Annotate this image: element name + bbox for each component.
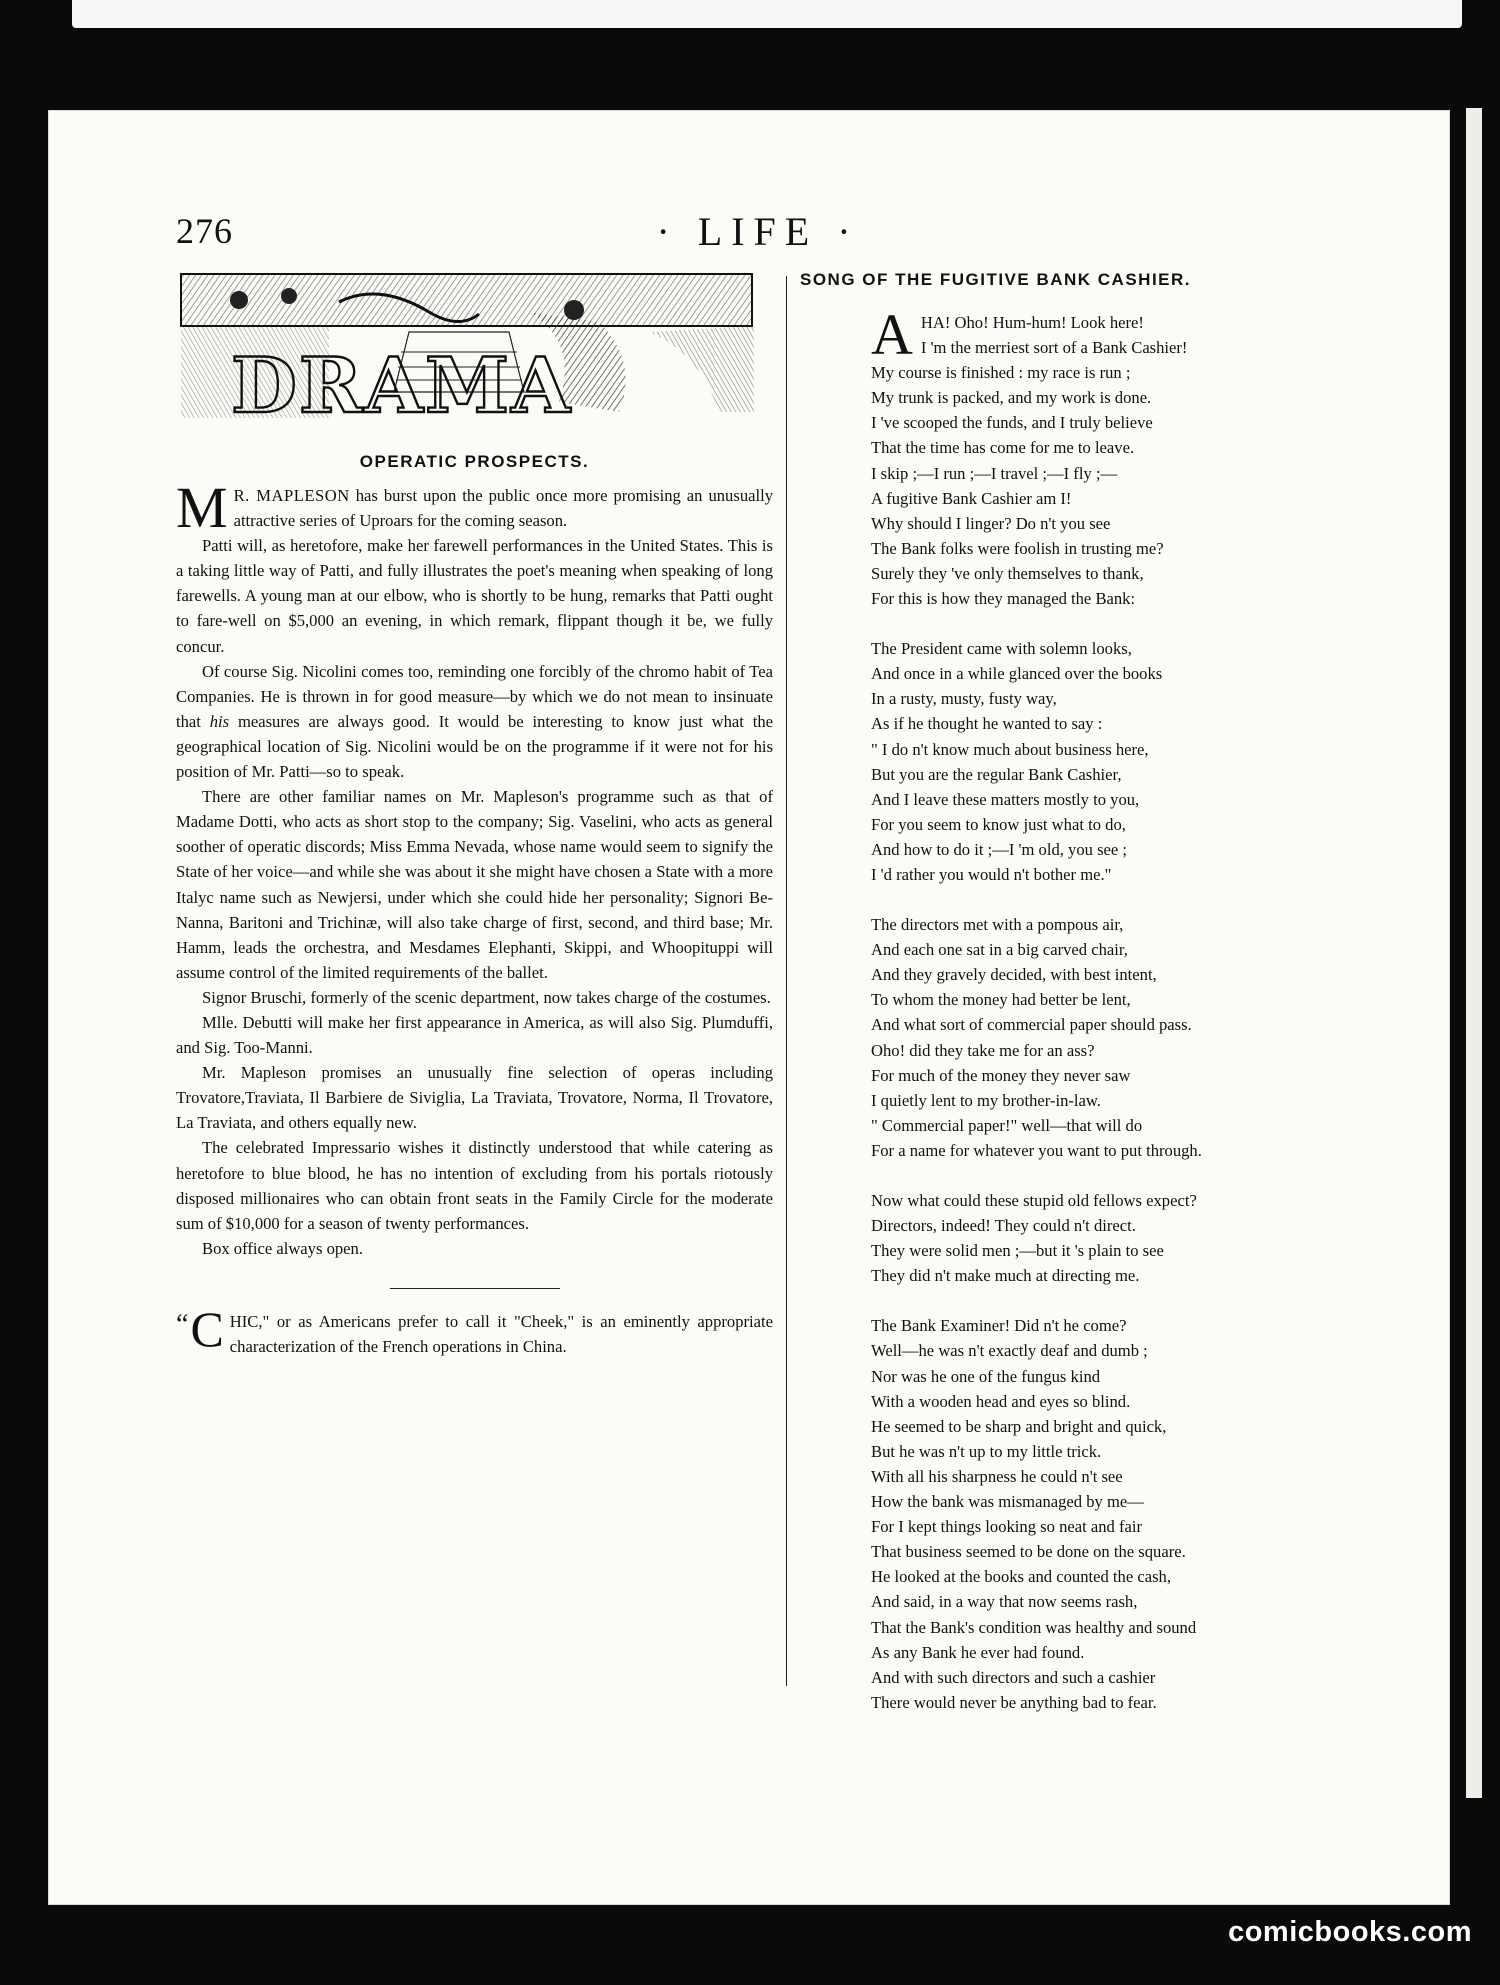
poem-line: And said, in a way that now seems rash, xyxy=(871,1592,1138,1612)
poem-line: But he was n't up to my little trick. xyxy=(871,1441,1102,1461)
poem-line: Now what could these stupid old fellows expect? xyxy=(871,1191,1197,1210)
article-paragraph: There are other familiar names on Mr. Mapleson's programme such as that of Madame Dotti, who acts as short stop to the company; Sig. Vaselini, who acts as general soother of operatic discords; Miss Emma Nevada, whose name would seem to signify the State of her voice—and while she was about it she might have chosen a State with a more Italyc name such as Newjersi, under which she could hide her personality; Signori Be-Nanna, Baritoni and Trichinæ, will also take charge of first, second, and third base; Mr. Hamm, leads the orchestra, and Mesdames Elephanti, Skippi, and Whoopituppi will assume control of the limited requirements of the ballet. xyxy=(176,787,773,982)
emphasis-text: his xyxy=(209,711,230,731)
poem-line: Directors, indeed! They could n't direct. xyxy=(871,1216,1136,1236)
left-column xyxy=(176,272,773,1359)
article-paragraph xyxy=(176,659,773,784)
poem-line: As any Bank he ever had found. xyxy=(871,1642,1085,1662)
poem-line: For a name for whatever you want to put through. xyxy=(871,1140,1202,1160)
article-paragraph: Patti will, as heretofore, make her farewell performances in the United States. This is a taking little way of Patti, and fully illustrates the poet's meaning when speaking of long farewells. A young man at our elbow, who is shortly to be hung, remarks that Patti ought to fare-well on $5,000 an evening, in which remark, flippant though it be, we fully concur. xyxy=(176,536,773,656)
poem-line: For this is how they managed the Bank: xyxy=(871,589,1136,609)
poem-line: The President came with solemn looks, xyxy=(871,639,1132,659)
magazine-page xyxy=(48,110,1450,1905)
poem-line: I quietly lent to my brother-in-law. xyxy=(871,1090,1101,1110)
poem xyxy=(871,302,1386,1715)
poem-line: I 'm the merriest sort of a Bank Cashier! xyxy=(920,338,1188,358)
poem-line: As if he thought he wanted to say : xyxy=(871,714,1103,734)
poem-line: Well—he was n't exactly deaf and dumb ; xyxy=(871,1341,1148,1361)
right-column xyxy=(766,270,1386,1740)
poem-line: They were solid men ;—but it 's plain to see xyxy=(871,1241,1164,1261)
watermark: comicbooks.com xyxy=(1228,1916,1472,1948)
poem-line: Surely they 've only themselves to thank, xyxy=(871,563,1144,583)
poem-line: And they gravely decided, with best intent, xyxy=(871,965,1157,985)
stanza-4 xyxy=(871,1188,1386,1288)
lead-smallcaps: R. MAPLESON xyxy=(233,486,350,505)
poem-line: The Bank Examiner! Did n't he come? xyxy=(871,1316,1127,1336)
masthead-title: · LIFE · xyxy=(656,209,860,254)
poem-line: In a rusty, musty, fusty way, xyxy=(871,689,1057,709)
poem-line: How the bank was mismanaged by me— xyxy=(871,1492,1144,1512)
paragraph-text: measures are always good. It would be interesting to know just what the geographical location of Sig. Nicolini would be on the programme if it were not for his position of Mr. Patti—so to speak. xyxy=(176,711,774,782)
poem-line: With all his sharpness he could n't see xyxy=(871,1466,1123,1486)
poem-line: That the time has come for me to leave. xyxy=(871,438,1135,458)
poem-line: For you seem to know just what to do, xyxy=(871,814,1126,834)
operatic-prospects-heading: OPERATIC PROSPECTS. xyxy=(359,452,590,471)
paragraph-text: Of course Sig. Nicolini comes too, reminding one forcibly of the chromo habit of Tea Companies. He is thrown in for good measure—by which we do not mean to insinuate that xyxy=(176,661,773,731)
drama-banner-illustration xyxy=(179,272,754,422)
poem-line: Why should I linger? Do n't you see xyxy=(871,513,1111,533)
poem-line: But you are the regular Bank Cashier, xyxy=(871,764,1122,784)
drop-cap: A xyxy=(871,302,913,367)
poem-line: For much of the money they never saw xyxy=(871,1065,1131,1085)
article-paragraph: Mr. Mapleson promises an unusually fine selection of operas including Trovatore,Traviata, Il Barbiere de Siviglia, La Traviata, Trovatore, Norma, Il Trovatore, La Traviata, and others equally new. xyxy=(176,1063,773,1133)
article-paragraph: Signor Bruschi, formerly of the scenic department, now takes charge of the costumes. xyxy=(202,987,771,1007)
drama-engraving xyxy=(179,272,754,422)
poem-line: A fugitive Bank Cashier am I! xyxy=(871,488,1072,508)
stanza-1 xyxy=(871,302,1386,611)
lead-text: has burst upon the public once more promising an unusually attractive series of Uproars for the coming season. xyxy=(233,486,773,531)
previous-page-edge xyxy=(72,0,1462,28)
stanza-5 xyxy=(871,1313,1386,1715)
poem-line: And how to do it ;—I 'm old, you see ; xyxy=(871,839,1128,859)
operatic-prospects-article xyxy=(176,475,774,1261)
poem-line: With a wooden head and eyes so blind. xyxy=(871,1391,1131,1411)
poem-line: He seemed to be sharp and bright and quick, xyxy=(871,1416,1167,1436)
section-divider xyxy=(390,1288,560,1289)
poem-line: For I kept things looking so neat and fair xyxy=(871,1517,1142,1537)
poem-line: I 'd rather you would n't bother me." xyxy=(871,864,1112,884)
page-number: 276 xyxy=(176,211,233,251)
poem-line: That business seemed to be done on the square. xyxy=(871,1542,1186,1562)
poem-line: They did n't make much at directing me. xyxy=(871,1266,1140,1286)
stanza-lines xyxy=(871,335,1386,611)
poem-line: I skip ;—I run ;—I travel ;—I fly ;— xyxy=(871,463,1118,483)
poem-line: " I do n't know much about business here, xyxy=(871,739,1149,759)
poem-line: " Commercial paper!" well—that will do xyxy=(871,1115,1143,1135)
chic-paragraph xyxy=(176,1300,773,1359)
article-paragraph: Box office always open. xyxy=(202,1238,363,1258)
stanza-lines xyxy=(871,1188,1386,1288)
poem-line: There would never be anything bad to fear. xyxy=(871,1692,1157,1712)
banner-title: DRAMA xyxy=(231,341,573,422)
article-paragraph xyxy=(176,475,773,540)
poem-line: I 've scooped the funds, and I truly believe xyxy=(871,413,1153,433)
poem-line: Nor was he one of the fungus kind xyxy=(871,1366,1101,1386)
drop-cap: M xyxy=(176,475,228,540)
poem-line: That the Bank's condition was healthy and sound xyxy=(871,1617,1197,1637)
article-paragraph: The celebrated Impressario wishes it distinctly understood that while catering as heretofore to blue blood, he has no intention of excluding from his portals riotously disposed millionaires who can obtain front seats in the Family Circle for the moderate sum of $10,000 for a season of twenty performances. xyxy=(176,1138,773,1233)
stanza-3 xyxy=(871,912,1386,1163)
stanza-2 xyxy=(871,636,1386,887)
stanza-lines xyxy=(871,636,1386,887)
poem-line: And with such directors and such a cashier xyxy=(871,1667,1156,1687)
poem-line: The directors met with a pompous air, xyxy=(871,915,1124,935)
stanza-lines xyxy=(871,1313,1386,1715)
drop-cap: C xyxy=(190,1300,224,1357)
poem-line: To whom the money had better be lent, xyxy=(871,990,1131,1010)
poem-line: And each one sat in a big carved chair, xyxy=(871,940,1128,960)
poem-line: And what sort of commercial paper should pass. xyxy=(871,1015,1192,1035)
facing-page-edge xyxy=(1466,108,1482,1798)
poem-line: He looked at the books and counted the cash, xyxy=(871,1567,1171,1587)
line-text: HA! Oho! Hum-hum! Look here! xyxy=(920,313,1144,332)
stanza-lines xyxy=(871,912,1386,1163)
poem-line: My course is finished : my race is run ; xyxy=(871,363,1131,383)
poem-line: And once in a while glanced over the books xyxy=(871,664,1163,684)
article-paragraph: Mlle. Debutti will make her first appearance in America, as will also Sig. Plumduffi, and Sig. Too-Manni. xyxy=(176,1012,773,1058)
song-heading: SONG OF THE FUGITIVE BANK CASHIER. xyxy=(800,270,1192,289)
poem-line: And I leave these matters mostly to you, xyxy=(871,789,1140,809)
poem-line: My trunk is packed, and my work is done. xyxy=(871,388,1152,408)
open-quote: “ xyxy=(176,1308,189,1340)
poem-line: The Bank folks were foolish in trusting me? xyxy=(871,538,1164,558)
poem-line: Oho! did they take me for an ass? xyxy=(871,1040,1095,1060)
chic-text: HIC," or as Americans prefer to call it "Cheek," is an eminently appropriate characterization of the French operations in China. xyxy=(229,1311,773,1356)
